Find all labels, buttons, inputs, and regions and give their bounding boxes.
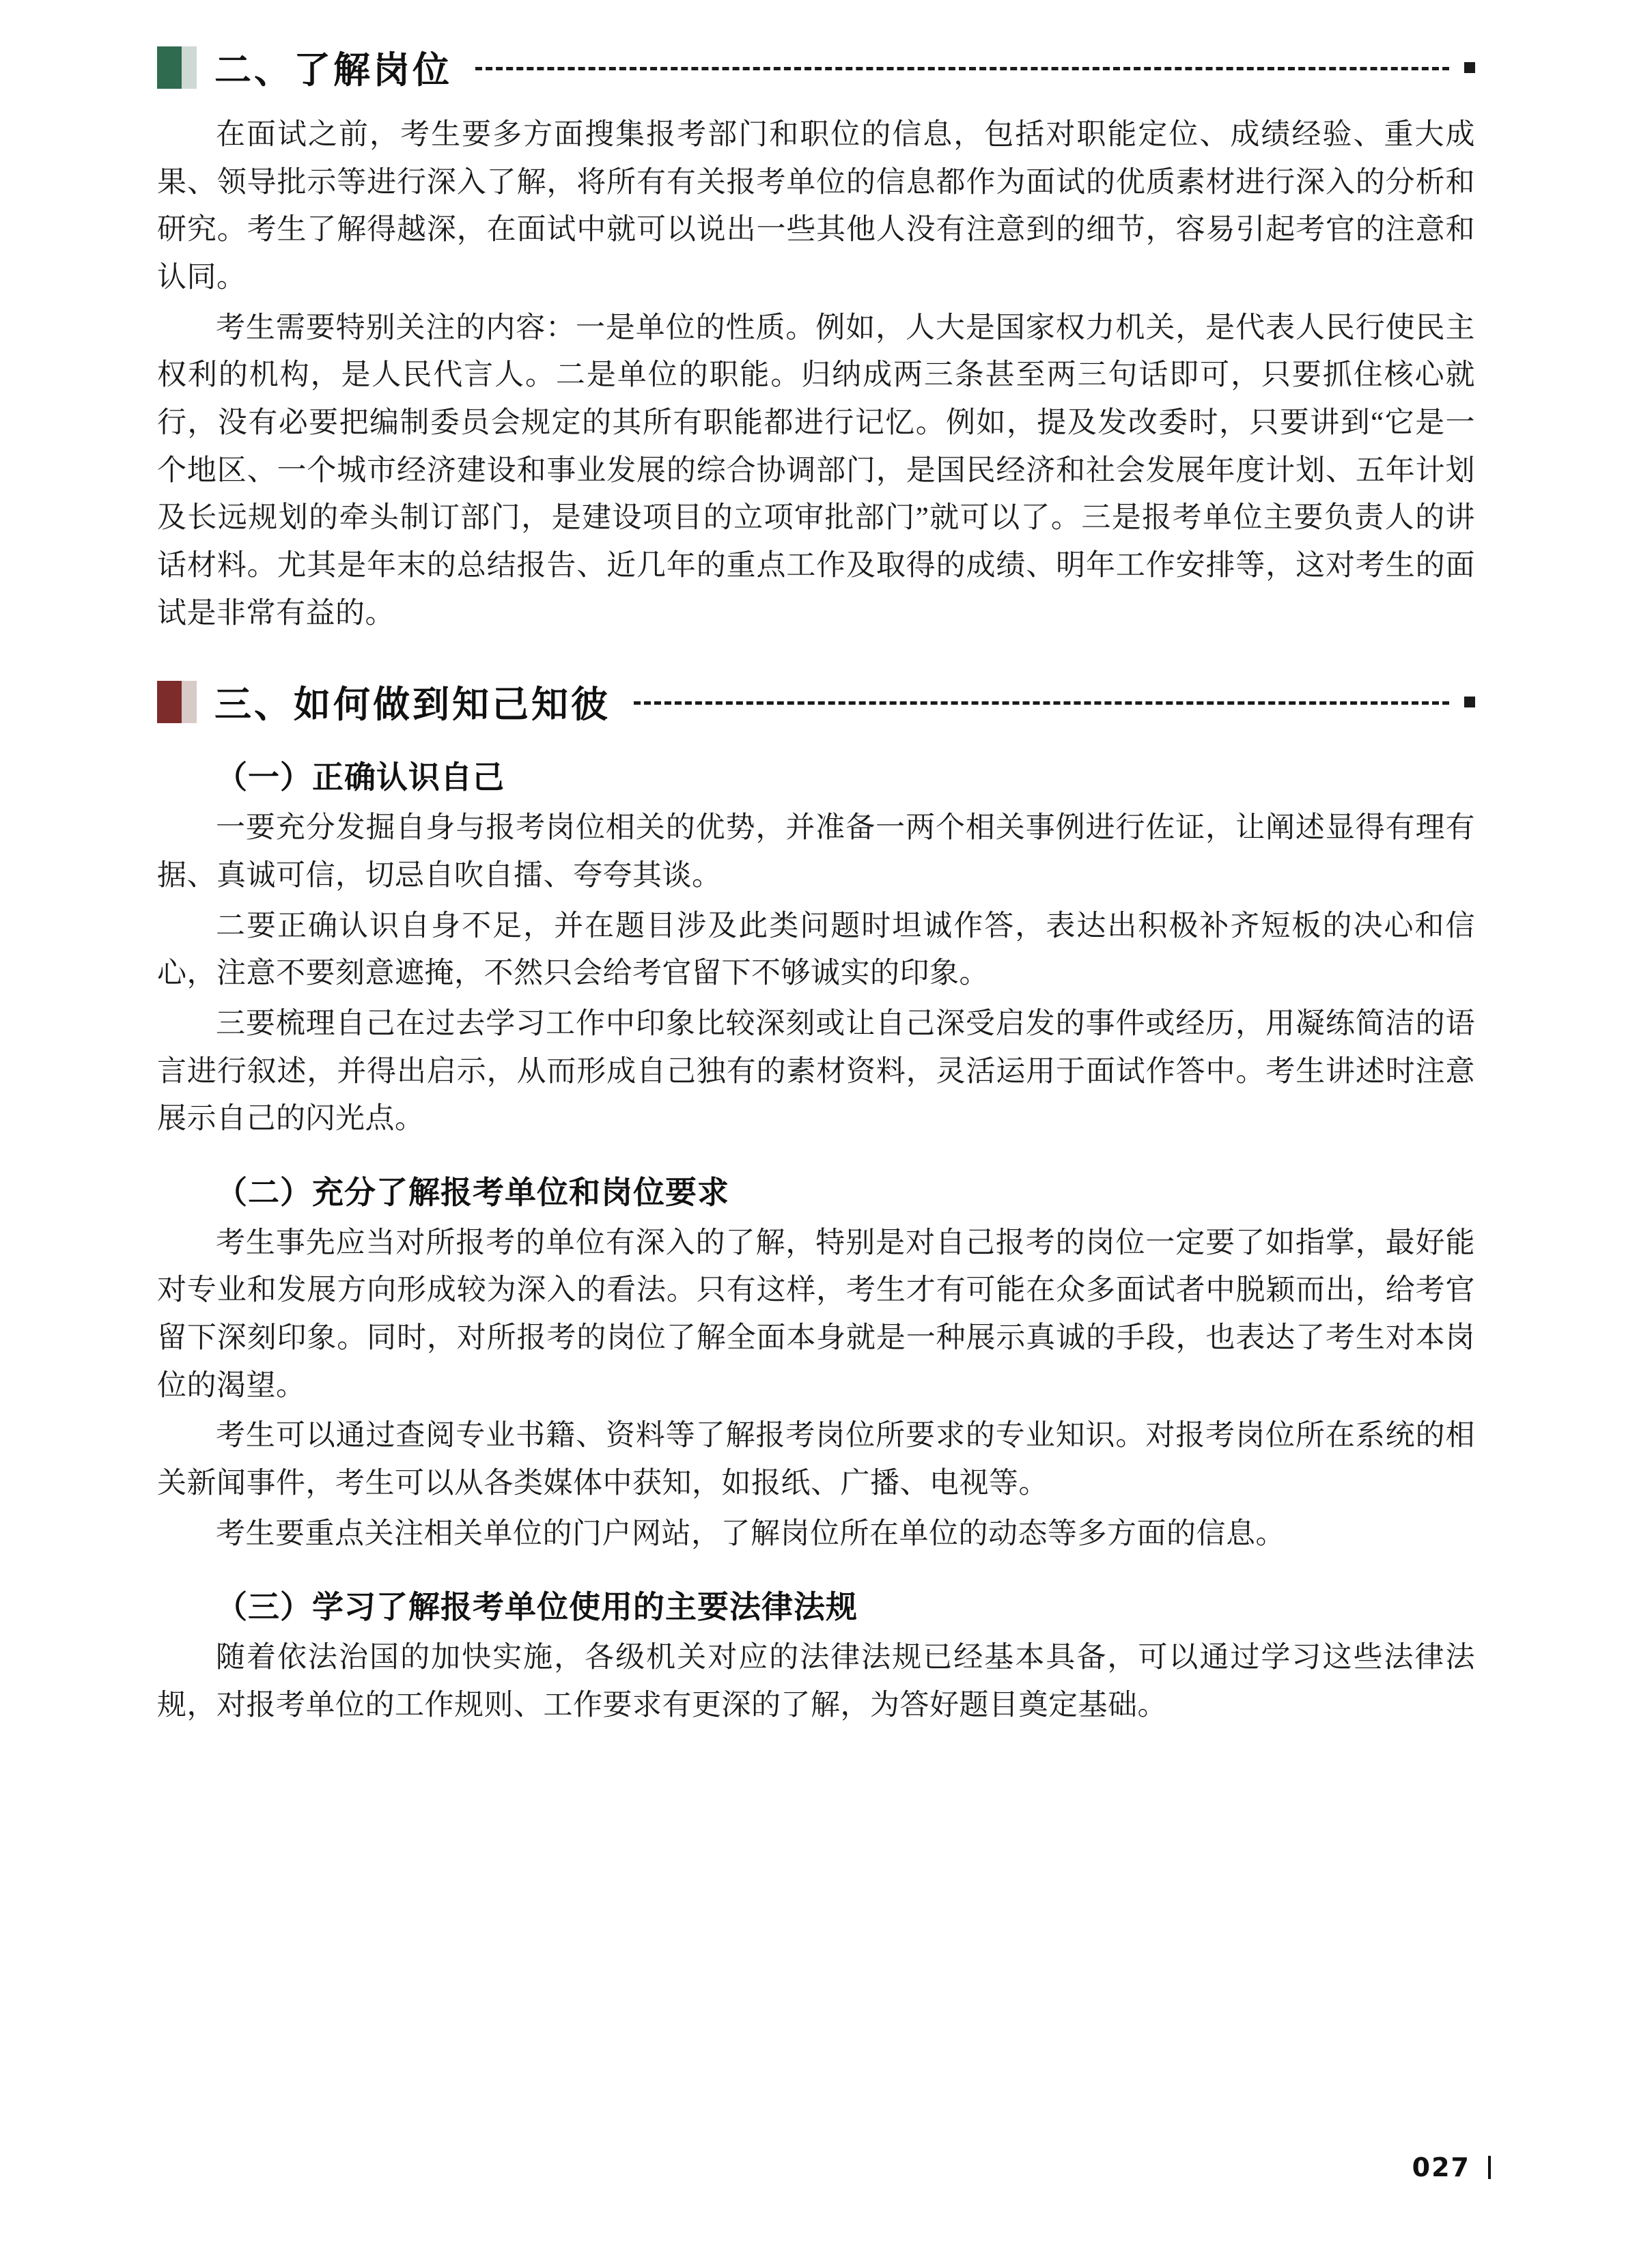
section-marker-icon [157,681,197,723]
paragraph: 考生可以通过查阅专业书籍、资料等了解报考岗位所要求的专业知识。对报考岗位所在系统的相关新闻事件，考生可以从各类媒体中获知，如报纸、广播、电视等。 [157,1420,1475,1500]
section-heading-two [157,41,1475,94]
paragraph: 三要梳理自己在过去学习工作中印象比较深刻或让自己深受启发的事件或经历，用凝练简洁的语言进行叙述，并得出启示，从而形成自己独有的素材资料，灵活运用于面试作答中。考生讲述时注意展示自己的闪光点。 [157,1007,1475,1136]
footer-bar-icon [1488,2156,1491,2179]
page-footer [1412,2152,1491,2182]
section-marker-icon [157,46,197,89]
subsection-heading: （二）充分了解报考单位和岗位要求 [216,1173,729,1211]
subsection-heading: （一）正确认识自己 [216,759,505,796]
paragraph: 二要正确认识自身不足，并在题目涉及此类问题时坦诚作答，表达出积极补齐短板的决心和信心，注意不要刻意遮掩，不然只会给考官留下不够诚实的印象。 [157,910,1475,990]
rule-end-square-icon [1464,697,1475,707]
paragraph: 考生要重点关注相关单位的门户网站，了解岗位所在单位的动态等多方面的信息。 [216,1517,1285,1550]
section-title: 三、如何做到知己知彼 [214,683,611,727]
section-heading-three [157,675,1475,728]
page-number: 027 [1412,2152,1470,2182]
section-title: 二、了解岗位 [214,48,452,92]
dashed-rule [475,67,1449,70]
paragraph: 考生需要特别关注的内容：一是单位的性质。例如，人大是国家权力机关，是代表人民行使民主权利的机构，是人民代言人。二是单位的职能。归纳成两三条甚至两三句话即可，只要抓住核心就行，没有必要把编制委员会规定的其所有职能都进行记忆。例如，提及发改委时，只要讲到“它是一个地区、一个城市经济建设和事业发展的综合协调部门，是国民经济和社会发展年度计划、五年计划及长远规划的牵头制订部门，是建设项目的立项审批部门”就可以了。三是报考单位主要负责人的讲话材料。尤其是年末的总结报告、近几年的重点工作及取得的成绩、明年工作安排等，这对考生的面试是非常有益的。 [157,311,1475,630]
subsection-heading: （三）学习了解报考单位使用的主要法律法规 [216,1588,858,1626]
paragraph: 一要充分发掘自身与报考岗位相关的优势，并准备一两个相关事例进行佐证，让阐述显得有理有据、真诚可信，切忌自吹自擂、夸夸其谈。 [157,812,1475,892]
paragraph: 在面试之前，考生要多方面搜集报考部门和职位的信息，包括对职能定位、成绩经验、重大成果、领导批示等进行深入了解，将所有有关报考单位的信息都作为面试的优质素材进行深入的分析和研究。考生了解得越深，在面试中就可以说出一些其他人没有注意到的细节，容易引起考官的注意和认同。 [157,119,1475,294]
page-content [157,41,1475,1732]
paragraph: 考生事先应当对所报考的单位有深入的了解，特别是对自己报考的岗位一定要了如指掌，最好能对专业和发展方向形成较为深入的看法。只有这样，考生才有可能在众多面试者中脱颖而出，给考官留下深刻印象。同时，对所报考的岗位了解全面本身就是一种展示真诚的手段，也表达了考生对本岗位的渴望。 [157,1226,1475,1402]
paragraph: 随着依法治国的加快实施，各级机关对应的法律法规已经基本具备，可以通过学习这些法律法规，对报考单位的工作规则、工作要求有更深的了解，为答好题目奠定基础。 [157,1642,1475,1722]
dashed-rule [634,701,1449,705]
rule-end-square-icon [1464,62,1475,73]
